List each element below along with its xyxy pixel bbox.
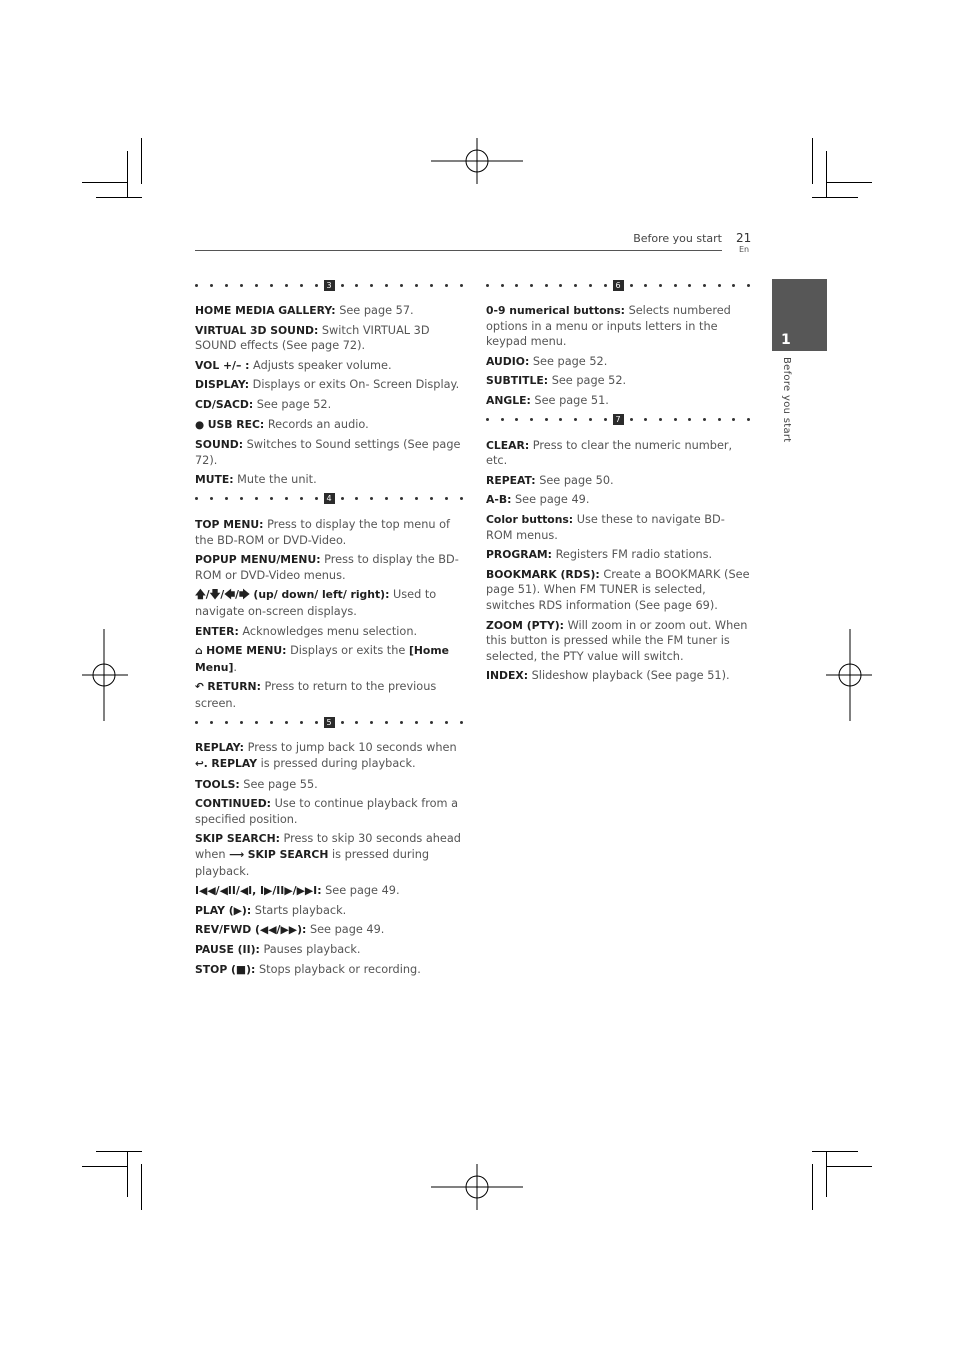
key-term: AUDIO: [486, 354, 530, 368]
dot-icon [574, 284, 577, 287]
key-entry [486, 512, 750, 543]
key-icon: 🡅/🡇/🡄/🡆 [195, 589, 250, 602]
crop-mark [96, 197, 142, 198]
key-entry [195, 903, 463, 919]
dot-icon [574, 418, 577, 421]
key-term: PLAY (▶): [195, 903, 252, 917]
key-entry [195, 587, 463, 619]
key-entry [195, 517, 463, 548]
dot-icon [370, 721, 373, 724]
dot-icon [385, 284, 388, 287]
key-description: Will zoom in or zoom out. When this button is pressed while the FM tuner is selected, the PTY value will switch. [486, 618, 748, 663]
dot-icon [270, 497, 273, 500]
dot-icon [195, 721, 198, 724]
crop-mark [826, 1166, 872, 1167]
crop-mark [141, 1164, 142, 1210]
left-column [195, 278, 463, 981]
key-description: Press to jump back 10 seconds when [247, 741, 457, 755]
key-term: VOL +/– : [195, 358, 250, 372]
crop-mark [82, 1166, 128, 1167]
dot-icon [285, 284, 288, 287]
page-language: En [739, 245, 750, 254]
dot-icon [315, 284, 318, 287]
dot-icon [210, 284, 213, 287]
dot-icon [501, 284, 504, 287]
dot-icon [486, 418, 489, 421]
key-term: PAUSE (II): [195, 943, 260, 956]
dot-icon [644, 418, 647, 421]
running-header: Before you start [633, 232, 722, 245]
dot-icon [718, 418, 721, 421]
section-number-badge: 4 [324, 493, 335, 504]
key-entry [195, 472, 463, 488]
crop-mark [812, 197, 858, 198]
key-description: Slideshow playback (See page 51). [531, 669, 730, 683]
chapter-number: 1 [781, 332, 791, 348]
crop-mark [826, 182, 872, 183]
dot-icon [732, 418, 735, 421]
key-term: CLEAR: [486, 438, 530, 452]
dot-icon [515, 418, 518, 421]
key-term: DISPLAY: [195, 378, 250, 392]
key-entry [195, 417, 463, 434]
key-term: STOP (■): [195, 962, 256, 976]
key-description: . [233, 660, 237, 674]
key-description: Pauses playback. [263, 943, 361, 956]
dot-icon [545, 284, 548, 287]
key-term: HOME MENU: [206, 644, 287, 658]
key-term: ENTER: [195, 624, 239, 638]
key-entry [486, 492, 750, 508]
registration-mark-icon [826, 629, 872, 721]
dot-icon [195, 284, 198, 287]
key-entry [195, 679, 463, 711]
key-description: is pressed during playback. [260, 757, 416, 771]
dot-icon [270, 284, 273, 287]
crop-mark [812, 138, 813, 184]
dot-icon [659, 418, 662, 421]
key-description: See page 50. [539, 473, 614, 487]
key-term: TOP MENU: [195, 517, 264, 531]
header-rule [195, 250, 722, 251]
key-entry [195, 377, 463, 393]
key-description: Press to clear the numeric number, etc. [486, 438, 733, 468]
dot-icon [341, 497, 344, 500]
key-term: SOUND: [195, 438, 244, 452]
dot-icon [747, 284, 750, 287]
dot-icon [255, 284, 258, 287]
dot-icon [559, 418, 562, 421]
dot-icon [255, 721, 258, 724]
key-entry [195, 303, 463, 319]
key-term: Color buttons: [486, 512, 574, 526]
section-divider [486, 278, 750, 292]
key-term: POPUP MENU/MENU: [195, 553, 321, 567]
dot-icon [415, 721, 418, 724]
divider-dots [341, 721, 464, 724]
key-term: SKIP SEARCH [247, 848, 329, 862]
page-number: 21 [736, 231, 752, 245]
dot-icon [445, 284, 448, 287]
dot-icon [674, 418, 677, 421]
divider-dots [341, 284, 464, 287]
dot-icon [285, 721, 288, 724]
dot-icon [747, 418, 750, 421]
key-term: 0-9 numerical buttons: [486, 304, 625, 317]
section-divider [486, 413, 750, 427]
key-term: A-B: [486, 493, 512, 507]
crop-mark [826, 1151, 827, 1197]
key-description: See page 52. [256, 397, 332, 411]
dot-icon [415, 284, 418, 287]
divider-dots [630, 284, 751, 287]
dot-icon [285, 497, 288, 500]
right-column [486, 278, 750, 688]
key-entry [195, 922, 463, 938]
dot-icon [430, 284, 433, 287]
dot-icon [445, 721, 448, 724]
key-description: Selects numbered options in a menu or inputs letters in the keypad menu. [486, 304, 731, 349]
section-number-badge: 5 [324, 717, 335, 728]
section-number-badge: 7 [613, 414, 624, 425]
dot-icon [589, 418, 592, 421]
divider-dots [341, 497, 464, 500]
dot-icon [210, 497, 213, 500]
key-description: Press to display the BD-ROM or DVD-Video menus. [195, 553, 459, 582]
crop-mark [141, 138, 142, 184]
key-icon: ↩. [195, 758, 208, 771]
key-description: See page 51. [534, 393, 609, 407]
key-entry [195, 323, 463, 354]
key-term: MUTE: [195, 473, 234, 487]
key-term: INDEX: [486, 669, 529, 683]
dot-icon [195, 497, 198, 500]
key-description: Mute the unit. [237, 473, 317, 487]
key-description: Press to return to the previous screen. [195, 680, 437, 710]
key-description: Registers FM radio stations. [555, 548, 713, 562]
registration-mark-icon [82, 629, 128, 721]
key-term: REV/FWD (◀◀/▶▶): [195, 923, 307, 937]
key-term: I◀◀/◀II/◀I, I▶/II▶/▶▶I: [195, 884, 322, 898]
dot-icon [225, 497, 228, 500]
section-divider [195, 278, 463, 292]
dot-icon [385, 497, 388, 500]
key-description: Adjusts speaker volume. [253, 358, 392, 372]
dot-icon [225, 721, 228, 724]
dot-icon [703, 284, 706, 287]
key-description: Create a BOOKMARK (See page 51). When FM TUNER is selected, switches RDS information (See page 69). [486, 567, 750, 612]
key-term: REPEAT: [486, 473, 536, 487]
key-term: REPLAY [211, 757, 258, 771]
key-icon: ⟶ [229, 849, 245, 862]
divider-dots [195, 721, 318, 724]
key-entry [195, 831, 463, 879]
dot-icon [255, 497, 258, 500]
key-term: BOOKMARK (RDS): [486, 567, 600, 581]
key-entry [195, 777, 463, 793]
dot-icon [644, 284, 647, 287]
registration-mark-icon [431, 138, 523, 184]
divider-dots [195, 284, 318, 287]
key-description: Used to navigate on-screen displays. [195, 588, 437, 618]
dot-icon [630, 284, 633, 287]
dot-icon [732, 284, 735, 287]
key-entry [195, 624, 463, 640]
dot-icon [210, 721, 213, 724]
key-entry [486, 668, 750, 684]
key-description: See page 52. [551, 374, 627, 388]
key-description: See page 49. [309, 923, 385, 937]
dot-icon [688, 418, 691, 421]
crop-mark [96, 1151, 142, 1152]
key-term: VIRTUAL 3D SOUND: [195, 323, 319, 337]
crop-mark [127, 1151, 128, 1197]
dot-icon [370, 497, 373, 500]
key-description: See page 55. [243, 777, 318, 791]
key-term: REPLAY: [195, 741, 245, 755]
dot-icon [300, 497, 303, 500]
crop-mark [82, 182, 128, 183]
crop-mark [826, 151, 827, 197]
dot-icon [559, 284, 562, 287]
dot-icon [604, 418, 607, 421]
key-term: (up/ down/ left/ right): [253, 588, 390, 602]
key-term: ANGLE: [486, 393, 531, 407]
dot-icon [659, 284, 662, 287]
key-entry [195, 883, 463, 899]
key-term: CONTINUED: [195, 797, 271, 811]
divider-dots [195, 497, 318, 500]
key-entry [486, 567, 750, 614]
dot-icon [630, 418, 633, 421]
key-entry [486, 473, 750, 489]
key-entry [195, 552, 463, 583]
key-term: RETURN: [207, 680, 261, 694]
dot-icon [430, 497, 433, 500]
dot-icon [300, 721, 303, 724]
dot-icon [703, 418, 706, 421]
key-description: Press to skip 30 seconds ahead when [195, 832, 461, 862]
key-description: Switch VIRTUAL 3D SOUND effects (See page 72). [195, 323, 430, 353]
key-entry [486, 618, 750, 665]
crop-mark [127, 151, 128, 197]
key-description: Stops playback or recording. [258, 962, 421, 976]
key-term: USB REC: [207, 417, 265, 431]
key-entry [195, 358, 463, 374]
key-entry [486, 547, 750, 563]
dot-icon [400, 284, 403, 287]
dot-icon [589, 284, 592, 287]
section-divider [195, 492, 463, 506]
dot-icon [270, 721, 273, 724]
crop-mark [812, 1164, 813, 1210]
key-description: See page 52. [532, 354, 608, 368]
dot-icon [530, 418, 533, 421]
dot-icon [460, 497, 463, 500]
key-description: Use these to navigate BD-ROM menus. [486, 512, 725, 542]
dot-icon [341, 284, 344, 287]
dot-icon [501, 418, 504, 421]
registration-mark-icon [431, 1164, 523, 1210]
key-entry [486, 438, 750, 469]
dot-icon [445, 497, 448, 500]
dot-icon [430, 721, 433, 724]
key-description: Press to display the top menu of the BD-ROM or DVD-Video. [195, 517, 451, 547]
key-term: CD/SACD: [195, 397, 254, 411]
section-divider [195, 715, 463, 729]
dot-icon [400, 497, 403, 500]
key-description: Acknowledges menu selection. [242, 624, 418, 638]
key-entry [486, 354, 750, 370]
divider-dots [486, 284, 607, 287]
key-icon: ● [195, 418, 205, 431]
divider-dots [486, 418, 607, 421]
dot-icon [315, 721, 318, 724]
dot-icon [688, 284, 691, 287]
dot-icon [300, 284, 303, 287]
section-number-badge: 3 [324, 280, 335, 291]
key-entry [195, 740, 463, 772]
crop-mark [812, 1151, 858, 1152]
dot-icon [604, 284, 607, 287]
key-description: See page 49. [325, 884, 400, 898]
dot-icon [225, 284, 228, 287]
key-term: HOME MEDIA GALLERY: [195, 304, 336, 317]
dot-icon [545, 418, 548, 421]
section-number-badge: 6 [613, 280, 624, 291]
key-description: See page 49. [514, 493, 590, 507]
key-entry [195, 942, 463, 958]
key-description: Displays or exits the [290, 644, 406, 658]
chapter-label: Before you start [781, 357, 792, 443]
key-description: is pressed during playback. [195, 848, 430, 878]
dot-icon [341, 721, 344, 724]
dot-icon [530, 284, 533, 287]
dot-icon [355, 497, 358, 500]
dot-icon [240, 497, 243, 500]
key-description: Records an audio. [267, 417, 369, 431]
key-entry [195, 643, 463, 675]
dot-icon [515, 284, 518, 287]
key-entry [195, 397, 463, 413]
dot-icon [370, 284, 373, 287]
key-entry [195, 796, 463, 827]
dot-icon [718, 284, 721, 287]
key-icon: ⌂ [195, 645, 203, 658]
key-description: Displays or exits On- Screen Display. [252, 378, 460, 392]
key-term: SKIP SEARCH: [195, 832, 280, 846]
key-description: Starts playback. [254, 903, 347, 917]
dot-icon [460, 284, 463, 287]
key-description: Use to continue playback from a specified position. [195, 797, 459, 826]
dot-icon [355, 721, 358, 724]
dot-icon [415, 497, 418, 500]
dot-icon [400, 721, 403, 724]
divider-dots [630, 418, 751, 421]
dot-icon [315, 497, 318, 500]
dot-icon [486, 284, 489, 287]
key-term: [Home Menu] [195, 644, 449, 674]
key-entry [195, 962, 463, 978]
key-entry [486, 393, 750, 409]
dot-icon [460, 721, 463, 724]
key-entry [486, 303, 750, 350]
key-description: Switches to Sound settings (See page 72). [195, 438, 461, 467]
dot-icon [240, 721, 243, 724]
dot-icon [674, 284, 677, 287]
key-entry [195, 437, 463, 468]
dot-icon [355, 284, 358, 287]
key-description: See page 57. [339, 304, 414, 317]
key-term: TOOLS: [195, 777, 240, 791]
key-entry [486, 373, 750, 389]
dot-icon [385, 721, 388, 724]
key-term: ZOOM (PTY): [486, 618, 564, 632]
key-term: SUBTITLE: [486, 374, 549, 388]
key-term: PROGRAM: [486, 548, 552, 562]
dot-icon [240, 284, 243, 287]
key-icon: ↶ [195, 681, 204, 694]
